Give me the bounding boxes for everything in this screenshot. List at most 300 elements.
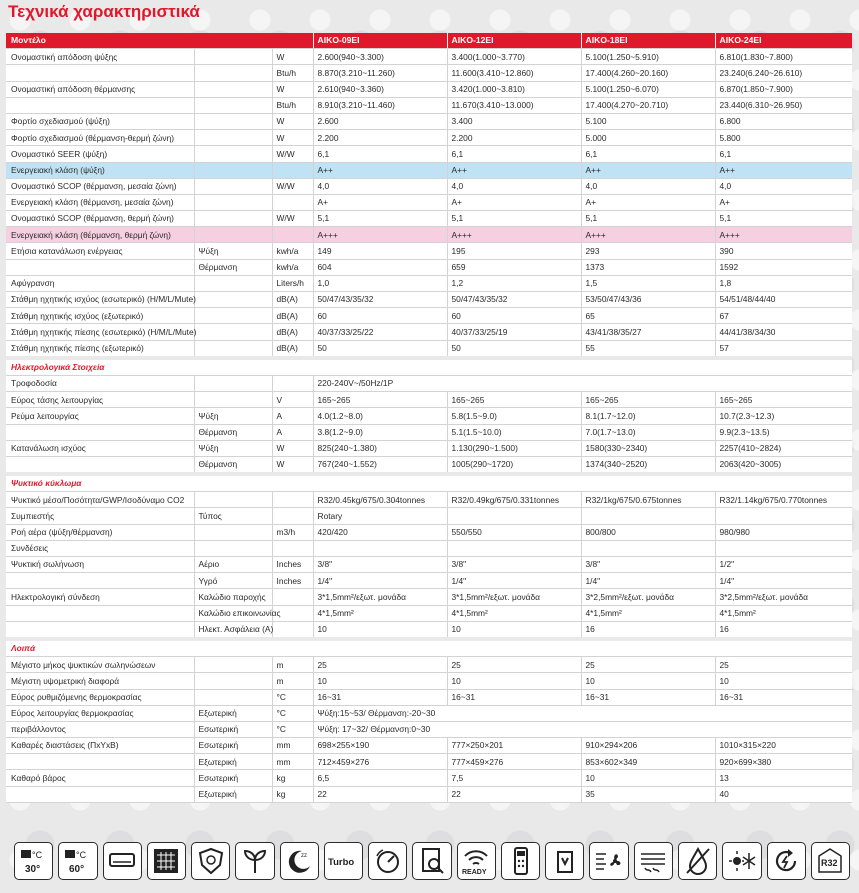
- row-unit: [272, 508, 313, 524]
- row-unit: W: [272, 81, 313, 97]
- page-title: Τεχνικά χαρακτηριστικά: [8, 2, 200, 21]
- row-value-model-2: 3/8": [447, 557, 581, 573]
- table-row: [6, 605, 852, 621]
- row-value-model-3: 1373: [581, 259, 715, 275]
- heat-cool-icon: [722, 842, 761, 880]
- row-value-model-1: 604: [313, 259, 447, 275]
- row-value-model-1: 6,1: [313, 146, 447, 162]
- row-unit: kg: [272, 770, 313, 786]
- section-title: Λοιπά: [6, 639, 852, 657]
- row-value-model-3: 6,1: [581, 146, 715, 162]
- row-unit: [272, 162, 313, 178]
- row-label: [6, 65, 194, 81]
- row-value-model-4: 980/980: [715, 524, 852, 540]
- follow-me-icon: [545, 842, 584, 880]
- row-value-model-3: 910×294×206: [581, 738, 715, 754]
- row-sublabel: [194, 492, 272, 508]
- row-value-model-1: 60: [313, 308, 447, 324]
- row-label: Συνδέσεις: [6, 540, 194, 556]
- filter-icon: [147, 842, 186, 880]
- row-value-model-4: 5,1: [715, 211, 852, 227]
- row-sublabel: [194, 81, 272, 97]
- row-value-model-3: 1/4": [581, 573, 715, 589]
- row-value-model-4: 23.240(6.240~26.610): [715, 65, 852, 81]
- row-unit: A: [272, 424, 313, 440]
- row-value-model-3: 3*2,5mm²/εξωτ. μονάδα: [581, 589, 715, 605]
- row-label: Καθαρό βάρος: [6, 770, 194, 786]
- row-label: Καθαρές διαστάσεις (ΠxΥxΒ): [6, 738, 194, 754]
- row-value-model-4: 1/4": [715, 573, 852, 589]
- row-value-model-2: 50/47/43/35/32: [447, 292, 581, 308]
- row-unit: Btu/h: [272, 65, 313, 81]
- row-value-model-1: 2.600: [313, 113, 447, 129]
- row-sublabel: [194, 340, 272, 358]
- row-value-model-4: 2257(410~2824): [715, 440, 852, 456]
- row-sublabel: Θέρμανση: [194, 456, 272, 474]
- row-value-model-1: 5,1: [313, 211, 447, 227]
- row-unit: dB(A): [272, 308, 313, 324]
- row-value-model-4: 54/51/48/44/40: [715, 292, 852, 308]
- row-sublabel: [194, 162, 272, 178]
- row-label: [6, 456, 194, 474]
- table-row: [6, 49, 852, 65]
- row-value-model-3: 1374(340~2520): [581, 456, 715, 474]
- row-value-model-3: 5.100(1.250~6.070): [581, 81, 715, 97]
- row-value-model-1: 3.8(1.2~9.0): [313, 424, 447, 440]
- row-unit: [272, 540, 313, 556]
- row-value-model-4: 10: [715, 673, 852, 689]
- row-unit: [272, 492, 313, 508]
- row-value-model-4: 6.870(1.850~7.900): [715, 81, 852, 97]
- row-value-model-2: 777×250×201: [447, 738, 581, 754]
- row-unit: m3/h: [272, 524, 313, 540]
- svg-text:60°: 60°: [68, 864, 85, 875]
- row-value-model-3: 5.100: [581, 113, 715, 129]
- row-value-model-1: 165~265: [313, 392, 447, 408]
- row-unit: [272, 194, 313, 210]
- row-label: Μέγιστη υψομετρική διαφορά: [6, 673, 194, 689]
- row-value-model-2: 1,2: [447, 275, 581, 291]
- row-value-model-2: A+: [447, 194, 581, 210]
- row-label: Μέγιστο μήκος ψυκτικών σωληνώσεων: [6, 657, 194, 673]
- row-value-model-3: 7.0(1.7~13.0): [581, 424, 715, 440]
- row-label: Στάθμη ηχητικής ισχύος (εξωτερικό): [6, 308, 194, 324]
- sleep-moon-icon: [280, 842, 319, 880]
- row-sublabel: [194, 375, 272, 391]
- row-value-model-4: A+++: [715, 227, 852, 243]
- row-value-model-1: 10: [313, 673, 447, 689]
- row-sublabel: Ψύξη: [194, 440, 272, 456]
- row-value-model-4: [715, 508, 852, 524]
- table-header: [6, 33, 852, 49]
- row-value-model-2: 2.200: [447, 130, 581, 146]
- table-row: [6, 621, 852, 639]
- row-value-model-1: 22: [313, 786, 447, 802]
- table-row: [6, 738, 852, 754]
- row-value-model-3: 43/41/38/35/27: [581, 324, 715, 340]
- row-value-model-1: 3*1,5mm²/εξωτ. μονάδα: [313, 589, 447, 605]
- low-temp-cooling-icon: [14, 842, 53, 880]
- row-value-model-3: 5.100(1.250~5.910): [581, 49, 715, 65]
- table-row: [6, 657, 852, 673]
- row-value-model-1: 8.910(3.210~11.460): [313, 97, 447, 113]
- row-value-model-1: A++: [313, 162, 447, 178]
- auto-restart-icon: [767, 842, 806, 880]
- row-value-model-3: 1580(330~2340): [581, 440, 715, 456]
- row-value-model-4: 44/41/38/34/30: [715, 324, 852, 340]
- row-unit: A: [272, 408, 313, 424]
- row-value-model-1: A+++: [313, 227, 447, 243]
- row-value-model-1: 4.0(1.2~8.0): [313, 408, 447, 424]
- table-row: [6, 705, 852, 721]
- row-value-model-3: 25: [581, 657, 715, 673]
- row-sublabel: [194, 324, 272, 340]
- row-value-model-1: 698×255×190: [313, 738, 447, 754]
- table-row: [6, 292, 852, 308]
- row-sublabel: Αέριο: [194, 557, 272, 573]
- row-label: Ηλεκτρολογική σύνδεση: [6, 589, 194, 605]
- row-sublabel: [194, 227, 272, 243]
- row-value-model-1: 712×459×276: [313, 754, 447, 770]
- row-sublabel: Καλώδιο επικοινωνίας: [194, 605, 272, 621]
- row-value-span: Ψύξη: 17~32/ Θέρμανση:0~30: [313, 721, 852, 737]
- row-label: [6, 605, 194, 621]
- row-sublabel: [194, 97, 272, 113]
- table-row: [6, 689, 852, 705]
- row-label: Στάθμη ηχητικής πίεσης (εξωτερικό): [6, 340, 194, 358]
- svg-text:°C: °C: [31, 850, 42, 860]
- table-row: [6, 524, 852, 540]
- row-label: Ενεργειακή κλάση (θέρμανση, μεσαία ζώνη): [6, 194, 194, 210]
- row-value-model-4: 920×699×380: [715, 754, 852, 770]
- row-value-model-3: 853×602×349: [581, 754, 715, 770]
- row-sublabel: [194, 540, 272, 556]
- row-value-model-4: 6.810(1.830~7.800): [715, 49, 852, 65]
- table-row: [6, 721, 852, 737]
- row-sublabel: Θέρμανση: [194, 424, 272, 440]
- svg-text:zz: zz: [301, 853, 308, 859]
- row-unit: W: [272, 456, 313, 474]
- row-unit: V: [272, 392, 313, 408]
- row-value-model-4: 13: [715, 770, 852, 786]
- row-value-model-3: 8.1(1.7~12.0): [581, 408, 715, 424]
- row-sublabel: [194, 689, 272, 705]
- row-value-model-4: 9.9(2.3~13.5): [715, 424, 852, 440]
- section-row: [6, 639, 852, 657]
- row-unit: °C: [272, 705, 313, 721]
- feature-icon-strip: [14, 842, 850, 882]
- svg-text:Turbo: Turbo: [328, 857, 355, 868]
- row-label: περιβάλλοντος: [6, 721, 194, 737]
- row-label: [6, 424, 194, 440]
- section-row: [6, 358, 852, 376]
- row-unit: °C: [272, 721, 313, 737]
- row-label: Ετήσια κατανάλωση ενέργειας: [6, 243, 194, 259]
- row-unit: W/W: [272, 146, 313, 162]
- row-unit: kwh/a: [272, 259, 313, 275]
- row-label: Συμπιεστής: [6, 508, 194, 524]
- row-value-model-3: 293: [581, 243, 715, 259]
- svg-text:READY: READY: [462, 869, 487, 876]
- row-value-model-4: 10.7(2.3~12.3): [715, 408, 852, 424]
- row-unit: mm: [272, 738, 313, 754]
- row-value-model-1: [313, 540, 447, 556]
- row-value-model-1: 2.600(940~3.300): [313, 49, 447, 65]
- table-row: [6, 375, 852, 391]
- table-row: [6, 392, 852, 408]
- row-value-model-1: 50/47/43/35/32: [313, 292, 447, 308]
- row-value-model-3: 16: [581, 621, 715, 639]
- row-sublabel: Υγρό: [194, 573, 272, 589]
- self-diagnosis-icon: [412, 842, 451, 880]
- row-value-model-4: 6,1: [715, 146, 852, 162]
- row-value-model-3: 65: [581, 308, 715, 324]
- row-sublabel: Εξωτερική: [194, 754, 272, 770]
- table-row: [6, 194, 852, 210]
- airflow-fan-icon: [589, 842, 628, 880]
- row-value-model-1: 40/37/33/25/22: [313, 324, 447, 340]
- row-value-model-2: 11.670(3.410~13.000): [447, 97, 581, 113]
- row-value-model-1: 6,5: [313, 770, 447, 786]
- row-value-model-2: 10: [447, 673, 581, 689]
- row-sublabel: [194, 211, 272, 227]
- row-value-model-4: 57: [715, 340, 852, 358]
- row-value-model-4: 67: [715, 308, 852, 324]
- row-value-model-2: 1/4": [447, 573, 581, 589]
- row-value-model-3: 4*1,5mm²: [581, 605, 715, 621]
- table-row: [6, 340, 852, 358]
- row-value-model-2: 60: [447, 308, 581, 324]
- row-label: Κατανάλωση ισχύος: [6, 440, 194, 456]
- table-row: [6, 440, 852, 456]
- row-label: Ονομαστικό SCOP (θέρμανση, μεσαία ζώνη): [6, 178, 194, 194]
- row-label: Ονομαστικό SEER (ψύξη): [6, 146, 194, 162]
- row-unit: dB(A): [272, 292, 313, 308]
- row-value-model-1: 420/420: [313, 524, 447, 540]
- no-dehumidify-icon: [678, 842, 717, 880]
- row-label: Φορτίο σχεδιασμού (θέρμανση-θερμή ζώνη): [6, 130, 194, 146]
- section-title: Ηλεκτρολογικά Στοιχεία: [6, 358, 852, 376]
- section-title: Ψυκτικό κύκλωμα: [6, 474, 852, 492]
- remote-control-icon: [501, 842, 540, 880]
- table-row: [6, 573, 852, 589]
- row-value-model-4: 1592: [715, 259, 852, 275]
- row-value-model-4: R32/1.14kg/675/0.770tonnes: [715, 492, 852, 508]
- row-label: Ενεργειακή κλάση (θέρμανση, θερμή ζώνη): [6, 227, 194, 243]
- row-value-model-2: 5,1: [447, 211, 581, 227]
- row-value-model-3: 5,1: [581, 211, 715, 227]
- row-unit: W: [272, 113, 313, 129]
- row-value-model-2: 5.1(1.5~10.0): [447, 424, 581, 440]
- table-row: [6, 146, 852, 162]
- table-row: [6, 754, 852, 770]
- high-temp-heating-icon: [58, 842, 97, 880]
- row-unit: Btu/h: [272, 97, 313, 113]
- wall-unit-icon: [103, 842, 142, 880]
- row-value-model-3: 53/50/47/43/36: [581, 292, 715, 308]
- row-value-model-1: 50: [313, 340, 447, 358]
- row-label: Στάθμη ηχητικής ισχύος (εσωτερικό) (H/M/L/Mute): [6, 292, 194, 308]
- row-label: [6, 621, 194, 639]
- row-label: Ενεργειακή κλάση (ψύξη): [6, 162, 194, 178]
- row-value-model-1: A+: [313, 194, 447, 210]
- table-row: [6, 65, 852, 81]
- row-sublabel: Τύπος: [194, 508, 272, 524]
- row-value-model-4: 4,0: [715, 178, 852, 194]
- row-value-model-4: 3*2,5mm²/εξωτ. μονάδα: [715, 589, 852, 605]
- row-value-model-2: 25: [447, 657, 581, 673]
- row-value-model-3: A++: [581, 162, 715, 178]
- row-label: Εύρος λειτουργίας θερμοκρασίας: [6, 705, 194, 721]
- table-row: [6, 162, 852, 178]
- model-1-header: AIKO-09EI: [313, 33, 447, 49]
- header-label: Μοντέλο: [6, 33, 313, 49]
- row-value-model-1: 149: [313, 243, 447, 259]
- row-value-model-2: 1.130(290~1.500): [447, 440, 581, 456]
- row-value-model-3: 800/800: [581, 524, 715, 540]
- row-label: Εύρος ρυθμιζόμενης θερμοκρασίας: [6, 689, 194, 705]
- row-sublabel: [194, 49, 272, 65]
- row-value-model-1: 25: [313, 657, 447, 673]
- row-unit: m: [272, 673, 313, 689]
- row-value-model-4: 4*1,5mm²: [715, 605, 852, 621]
- svg-text:R32: R32: [821, 858, 838, 868]
- row-value-model-2: 4*1,5mm²: [447, 605, 581, 621]
- row-value-model-2: 3.420(1.000~3.810): [447, 81, 581, 97]
- row-unit: kg: [272, 786, 313, 802]
- row-sublabel: [194, 178, 272, 194]
- row-value-model-2: 5.8(1.5~9.0): [447, 408, 581, 424]
- table-row: [6, 178, 852, 194]
- row-value-model-3: A+++: [581, 227, 715, 243]
- table-row: [6, 540, 852, 556]
- row-label: [6, 259, 194, 275]
- row-unit: mm: [272, 754, 313, 770]
- shield-icon: [191, 842, 230, 880]
- row-sublabel: [194, 392, 272, 408]
- row-sublabel: Ηλεκτ. Ασφάλεια (A): [194, 621, 272, 639]
- row-unit: dB(A): [272, 324, 313, 340]
- table-row: [6, 456, 852, 474]
- row-value-model-1: 8.870(3.210~11.260): [313, 65, 447, 81]
- row-label: Ονομαστικό SCOP (θέρμανση, θερμή ζώνη): [6, 211, 194, 227]
- row-sublabel: [194, 146, 272, 162]
- row-sublabel: [194, 308, 272, 324]
- r32-refrigerant-icon: [811, 842, 850, 880]
- row-value-model-2: 3.400(1.000~3.770): [447, 49, 581, 65]
- row-value-model-1: 3/8": [313, 557, 447, 573]
- table-row: [6, 508, 852, 524]
- row-label: Ρεύμα λειτουργίας: [6, 408, 194, 424]
- row-value-model-4: [715, 540, 852, 556]
- row-value-span: 220-240V~/50Hz/1P: [313, 375, 852, 391]
- table-row: [6, 786, 852, 802]
- svg-text:°C: °C: [75, 850, 86, 860]
- row-value-model-4: 40: [715, 786, 852, 802]
- row-label: Εύρος τάσης λειτουργίας: [6, 392, 194, 408]
- table-row: [6, 424, 852, 440]
- row-sublabel: [194, 673, 272, 689]
- row-value-model-4: 1,8: [715, 275, 852, 291]
- row-label: Ονομαστική απόδοση ψύξης: [6, 49, 194, 65]
- row-label: Ψυκτικό μέσο/Ποσότητα/GWP/Ισοδύναμο CO2: [6, 492, 194, 508]
- row-value-model-2: 16~31: [447, 689, 581, 705]
- timer-icon: [368, 842, 407, 880]
- row-unit: Inches: [272, 557, 313, 573]
- table-row: [6, 243, 852, 259]
- row-label: Αφύγρανση: [6, 275, 194, 291]
- table-row: [6, 557, 852, 573]
- row-value-model-2: 11.600(3.410~12.860): [447, 65, 581, 81]
- anti-cold-air-icon: [634, 842, 673, 880]
- svg-text:30°: 30°: [24, 864, 40, 875]
- row-sublabel: [194, 65, 272, 81]
- table-row: [6, 275, 852, 291]
- row-sublabel: [194, 130, 272, 146]
- row-sublabel: [194, 292, 272, 308]
- row-sublabel: [194, 524, 272, 540]
- row-value-model-1: 1/4": [313, 573, 447, 589]
- row-unit: Liters/h: [272, 275, 313, 291]
- row-value-model-1: R32/0.45kg/675/0.304tonnes: [313, 492, 447, 508]
- row-value-model-4: 1/2": [715, 557, 852, 573]
- row-value-model-3: R32/1kg/675/0.675tonnes: [581, 492, 715, 508]
- row-unit: W: [272, 440, 313, 456]
- table-row: [6, 97, 852, 113]
- table-row: [6, 113, 852, 129]
- row-value-model-2: R32/0.49kg/675/0.331tonnes: [447, 492, 581, 508]
- row-value-model-4: 165~265: [715, 392, 852, 408]
- row-value-model-3: 35: [581, 786, 715, 802]
- row-value-model-2: 3.400: [447, 113, 581, 129]
- row-unit: [272, 375, 313, 391]
- row-value-model-1: 10: [313, 621, 447, 639]
- row-unit: °C: [272, 689, 313, 705]
- row-sublabel: Εξωτερική: [194, 705, 272, 721]
- table-row: [6, 673, 852, 689]
- row-value-model-2: 10: [447, 621, 581, 639]
- table-row: [6, 259, 852, 275]
- row-value-model-4: A+: [715, 194, 852, 210]
- row-unit: W/W: [272, 178, 313, 194]
- table-row: [6, 770, 852, 786]
- turbo-icon: [324, 842, 363, 880]
- row-value-model-1: 767(240~1.552): [313, 456, 447, 474]
- row-value-model-4: 16: [715, 621, 852, 639]
- row-value-model-2: 4,0: [447, 178, 581, 194]
- row-value-model-4: 6.800: [715, 113, 852, 129]
- row-value-model-1: 2.200: [313, 130, 447, 146]
- row-label: [6, 786, 194, 802]
- row-value-model-1: 4,0: [313, 178, 447, 194]
- row-unit: W: [272, 49, 313, 65]
- row-value-model-4: A++: [715, 162, 852, 178]
- row-sublabel: Εσωτερική: [194, 770, 272, 786]
- table-row: [6, 130, 852, 146]
- row-value-model-1: 825(240~1.380): [313, 440, 447, 456]
- row-value-model-3: 17.400(4.260~20.160): [581, 65, 715, 81]
- row-label: [6, 573, 194, 589]
- wifi-ready-icon: [457, 842, 496, 880]
- row-value-model-2: 22: [447, 786, 581, 802]
- row-value-model-2: 550/550: [447, 524, 581, 540]
- row-value-model-3: 5.000: [581, 130, 715, 146]
- row-label: Φορτίο σχεδιασμού (ψύξη): [6, 113, 194, 129]
- row-value-model-2: 50: [447, 340, 581, 358]
- row-unit: W/W: [272, 211, 313, 227]
- row-value-model-4: 25: [715, 657, 852, 673]
- row-label: Ονομαστική απόδοση θέρμανσης: [6, 81, 194, 97]
